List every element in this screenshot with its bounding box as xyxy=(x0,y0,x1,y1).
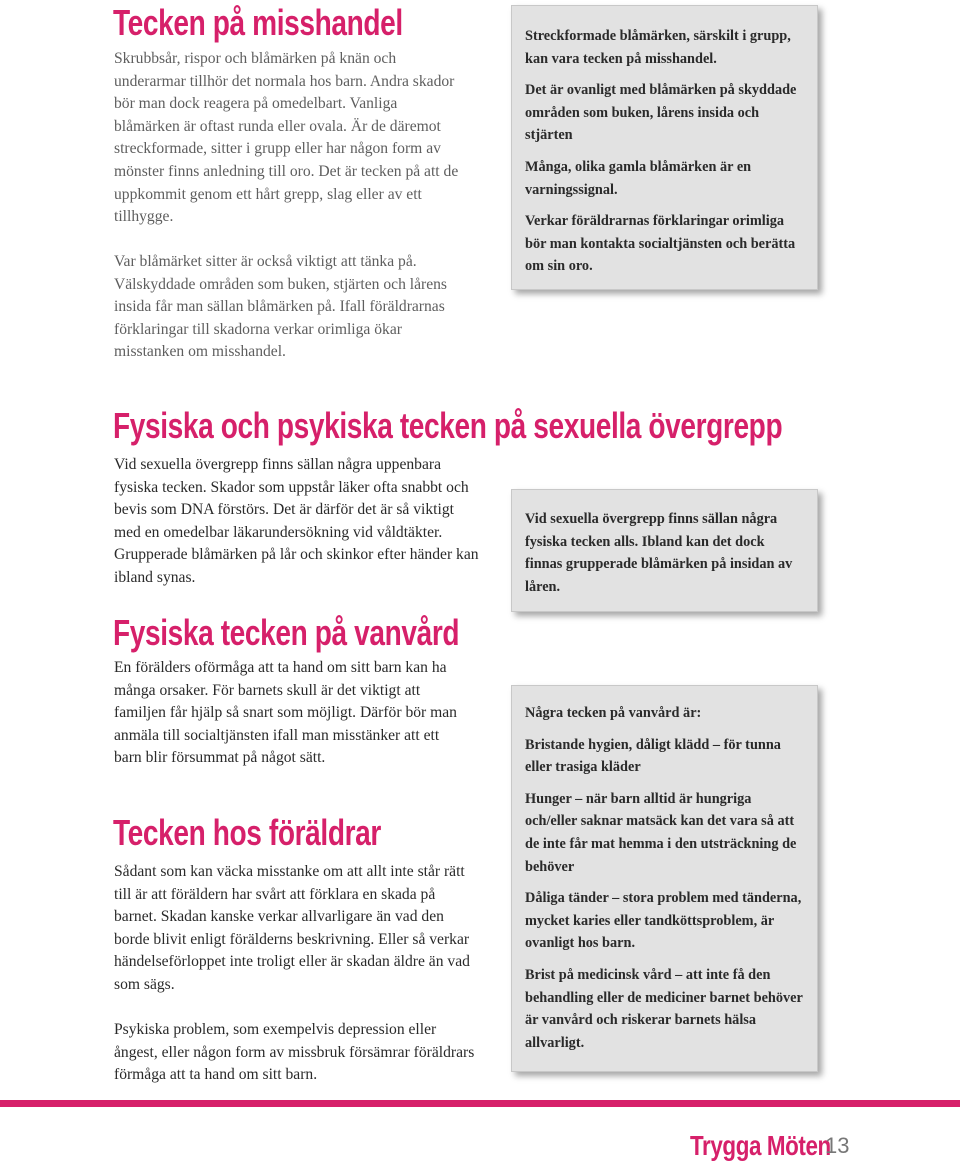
heading-tecken-pa-misshandel: Tecken på misshandel xyxy=(113,2,403,43)
misshandel-paragraph-1: Skrubbsår, rispor och blåmärken på knän och underarmar tillhör det normala hos barn. Andra skador bör man dock reagera på omedelbart. Vanliga blåmärken är oftast runda eller ovala. Är de däremot streckformade, sitter i grupp eller har någon form av mönster finns anledning till oro. Det är tecken på att de uppkommit genom ett hårt grepp, slag eller av ett tillhygge. xyxy=(114,50,459,226)
vanvard-info-box xyxy=(511,685,818,1072)
heading-tecken-hos-foraldrar: Tecken hos föräldrar xyxy=(113,812,381,853)
info-box-item: Dåliga tänder – stora problem med tänderna, mycket karies eller tandköttsproblem, är ovanligt hos barn. xyxy=(525,890,802,952)
info-box-item: Många, olika gamla blåmärken är en varningssignal. xyxy=(525,158,752,198)
foraldrar-paragraph-2: Psykiska problem, som exempelvis depression eller ångest, eller någon form av missbruk försämrar föräldrars förmåga att ta hand om sitt barn. xyxy=(114,1021,475,1084)
heading-sexuella-overgrepp: Fysiska och psykiska tecken på sexuella övergrepp xyxy=(113,405,783,446)
info-box-item: Det är ovanligt med blåmärken på skyddade områden som buken, lårens insida och stjärten xyxy=(525,82,797,144)
info-box-item: Streckformade blåmärken, särskilt i grupp, kan vara tecken på misshandel. xyxy=(525,28,791,67)
misshandel-info-box xyxy=(511,5,818,290)
foraldrar-paragraph-1: Sådant som kan väcka misstanke om att allt inte står rätt till är att föräldern har svårt att förklara en skada på barnet. Skadan kanske verkar allvarligare än vad den borde blivit enligt förälderns beskrivning. Eller så verkar händelseförloppet inte troligt eller är skadan äldre än vad som sägs. xyxy=(114,863,470,993)
heading-vanvard: Fysiska tecken på vanvård xyxy=(113,612,460,653)
info-box-item: Hunger – när barn alltid är hungriga och/eller saknar matsäck kan det vara så att de inte får mat hemma i den utsträckning de behöver xyxy=(525,790,797,875)
info-box-item: Verkar föräldrarnas förklaringar orimliga bör man kontakta socialtjänsten och berätta om sin oro. xyxy=(525,213,796,275)
info-box-item: Brist på medicinsk vård – att inte få den behandling eller de mediciner barnet behöver är vanvård och riskerar barnets hälsa allvarligt. xyxy=(525,966,803,1051)
overgrepp-info-box xyxy=(511,489,818,612)
vanvard-paragraph: En förälders oförmåga att ta hand om sitt barn kan ha många orsaker. För barnets skull är det viktigt att familjen får hjälp så snart som möjligt. Därför bör man anmäla till socialtjänsten ifall man misstänker att ett barn blir försummat på något sätt. xyxy=(114,659,457,767)
info-box-item: Några tecken på vanvård är: xyxy=(525,705,702,721)
info-box-item: Bristande hygien, dåligt klädd – för tunna eller trasiga kläder xyxy=(525,736,781,776)
info-box-text: Vid sexuella övergrepp finns sällan några fysiska tecken alls. Ibland kan det dock finnas grupperade blåmärken på insidan av låren. xyxy=(525,511,793,595)
page-number: 13 xyxy=(825,1133,850,1158)
footer-accent-bar xyxy=(0,1100,960,1107)
footer-brand-logo: Trygga Möten xyxy=(690,1130,831,1161)
misshandel-paragraph-2: Var blåmärket sitter är också viktigt att tänka på. Välskyddade områden som buken, stjärten och lårens insida får man sällan blåmärken på. Ifall föräldrarnas förklaringar till skadorna verkar orimliga ökar misstanken om misshandel. xyxy=(114,253,448,361)
overgrepp-paragraph: Vid sexuella övergrepp finns sällan några uppenbara fysiska tecken. Skador som uppstår läker ofta snabbt och bevis som DNA förstörs. Det är därför det är så viktigt med en omedelbar läkarundersökning vid våldtäkter. Grupperade blåmärken på lår och skinkor efter händer kan ibland synas. xyxy=(114,456,479,586)
